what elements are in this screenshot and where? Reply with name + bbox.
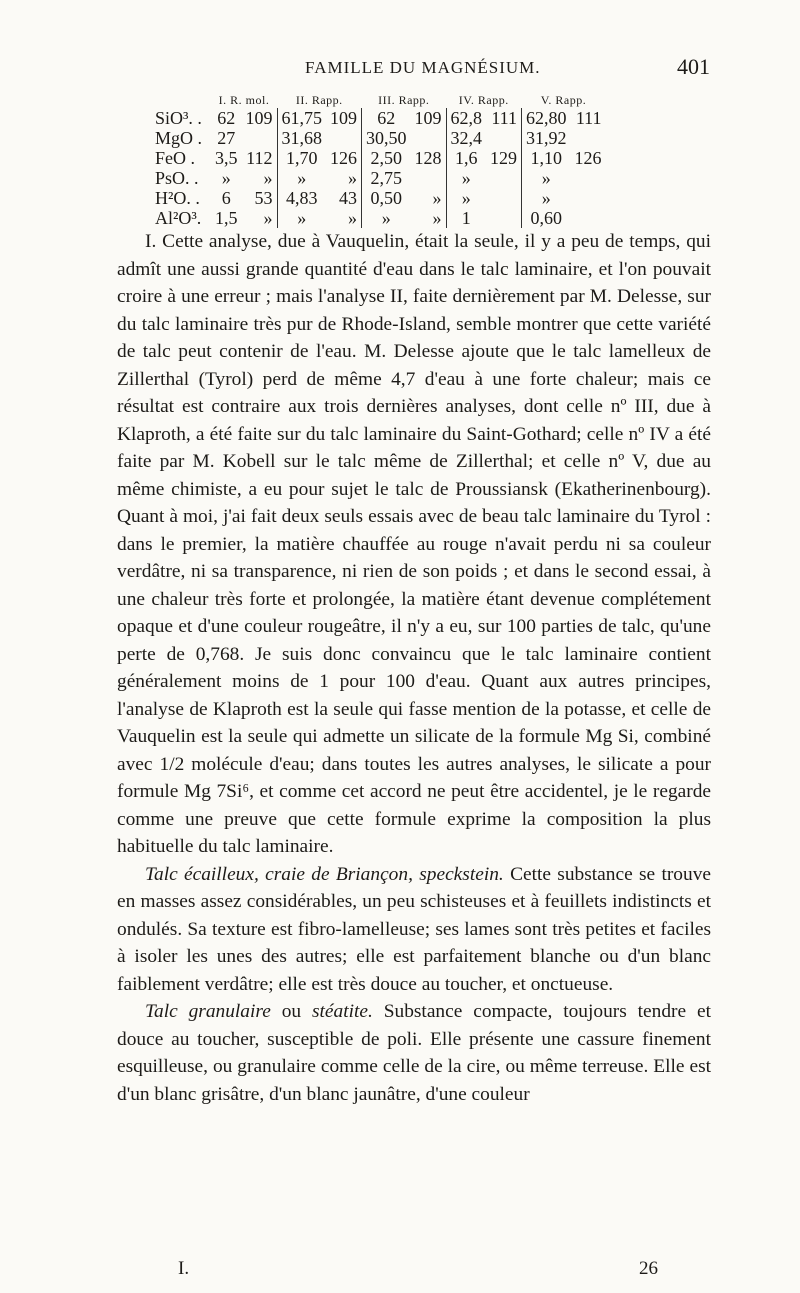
table-cell (326, 128, 362, 148)
table-cell: 31,68 (281, 128, 322, 148)
table-cell: 4,83 (286, 188, 318, 208)
table-cell: » (297, 168, 307, 188)
table-cell: 126 (326, 148, 362, 168)
table-cell: 3,5 (215, 148, 238, 168)
table-cell: 0,60 (530, 208, 562, 228)
table-cell: » (381, 208, 391, 228)
row-label: PsO. . (155, 168, 199, 188)
table-cell: 30,50 (366, 128, 407, 148)
section-lead: Talc granulaire (145, 1001, 271, 1022)
table-cell (571, 208, 606, 228)
table-cell: » (461, 188, 471, 208)
table-cell: 1,6 (455, 148, 478, 168)
table-cell: 31,92 (526, 128, 567, 148)
table-cell: 62,80 (526, 108, 567, 128)
table-cell (486, 208, 522, 228)
paragraph: Talc granulaire ou stéatite. Substance compacte, toujours tendre et douce au toucher, susceptible de poli. Elle présente une cassure finement esquilleuse, ou granulaire comme celle de la cire, ou même terreuse. Elle est d'un blanc grisâtre, d'un blanc jaunâtre, d'une couleur (117, 1001, 711, 1105)
table-cell: 43 (326, 188, 362, 208)
section-lead: stéatite. (311, 1001, 373, 1022)
table-cell: 109 (411, 108, 447, 128)
table-cell: 2,75 (370, 168, 402, 188)
table-cell: 126 (574, 148, 602, 168)
table-row (155, 168, 606, 188)
table-cell: 62 (217, 108, 236, 128)
table-cell: » (297, 208, 307, 228)
col-header: IV. Rapp. (458, 93, 509, 107)
table-cell: 109 (242, 108, 278, 128)
table-cell: 111 (486, 108, 522, 128)
table-cell: 32,4 (450, 128, 482, 148)
table-cell: 111 (575, 108, 602, 128)
table-cell: » (326, 168, 362, 188)
table-cell (571, 188, 606, 208)
table-cell (486, 128, 522, 148)
table-cell: 27 (217, 128, 236, 148)
row-label: SiO³. . (155, 108, 202, 128)
table-cell: 112 (242, 148, 278, 168)
table-cell: 2,50 (370, 148, 402, 168)
table-cell: » (461, 168, 471, 188)
row-label: MgO . (155, 128, 203, 148)
analysis-table (155, 93, 675, 228)
table-cell: 1,10 (530, 148, 562, 168)
table-cell: » (221, 168, 231, 188)
row-label: H²O. . (155, 188, 200, 208)
table-cell: » (326, 208, 362, 228)
table-cell: 129 (486, 148, 522, 168)
table-cell: 1 (461, 208, 471, 228)
table-row (155, 108, 606, 128)
page-header (120, 54, 710, 84)
paragraph: Talc écailleux, craie de Briançon, speckstein. Cette substance se trouve en masses assez considérables, un peu schisteuses et à feuillets indistincts et ondulés. Sa texture est fibro-lamelleuse; ses lames sont très petites et faciles à isoler les unes des autres; elle est parfaitement blanche ou d'un blanc faiblement verdâtre; elle est très douce au toucher, et onctueuse. (117, 863, 711, 995)
col-header: III. Rapp. (378, 93, 430, 107)
table-cell: 62,8 (450, 108, 482, 128)
table-cell (571, 128, 606, 148)
table-cell: » (541, 188, 551, 208)
table-cell: » (411, 188, 447, 208)
table-cell: 61,75 (281, 108, 322, 128)
table-cell (411, 128, 447, 148)
running-head: FAMILLE DU MAGNÉSIUM. (305, 58, 541, 77)
sheet-number: 26 (639, 1258, 658, 1279)
table-cell: » (242, 168, 278, 188)
table-row (155, 128, 606, 148)
table-cell: 53 (242, 188, 278, 208)
table-cell: 0,50 (370, 188, 402, 208)
page-number: 401 (677, 54, 710, 79)
table-cell: 62 (377, 108, 396, 128)
col-header: I. R. mol. (218, 93, 270, 107)
row-label: FeO . (155, 148, 195, 168)
table-cell: » (411, 208, 447, 228)
table-cell: 109 (326, 108, 362, 128)
table-cell (486, 188, 522, 208)
col-header: V. Rapp. (540, 93, 587, 107)
section-lead: Talc écailleux, craie de Briançon, speckstein. (145, 863, 504, 885)
table-cell: » (541, 168, 551, 188)
row-label: Al²O³. (155, 208, 202, 228)
table-cell (242, 128, 278, 148)
col-header: II. Rapp. (295, 93, 343, 107)
table-row (155, 208, 606, 228)
table-cell: 1,5 (215, 208, 238, 228)
table-header-row (155, 93, 606, 108)
body-text (117, 228, 711, 1108)
signature-mark: I. (178, 1258, 190, 1279)
table-row (155, 188, 606, 208)
table-row (155, 148, 606, 168)
table-cell: 128 (411, 148, 447, 168)
paragraph: I. Cette analyse, due à Vauquelin, était la seule, il y a peu de temps, qui admît une aussi grande quantité d'eau dans le talc laminaire, et l'on pouvait croire à une erreur ; mais l'analyse II, faite dernièrement par M. Delesse, sur du talc laminaire très pur de Rhode-Island, semble montrer que cette variété de talc peut contenir de l'eau. M. Delesse ajoute que le talc lamelleux de Zillerthal (Tyrol) perd de même 4,7 d'eau à une forte chaleur; mais ce résultat est contraire aux trois dernières analyses, dont celle nº III, due à Klaproth, a été faite sur du talc laminaire du Saint-Gothard; celle nº IV a été faite par M. Kobell sur le talc même de Zillerthal; et celle nº V, due au même chimiste, a eu pour sujet le talc de Proussiansk (Ekatherinenbourg). Quant à moi, j'ai fait deux seuls essais avec de beau talc laminaire du Tyrol : dans le premier, la matière chauffée au rouge n'avait perdu ni sa couleur verdâtre, ni sa transparence, ni rien de son poids ; et dans le second essai, à une chaleur très forte et prolongée, la matière étant devenue complétement opaque et d'une couleur rougeâtre, il n'y a eu, sur 100 parties de talc, qu'une perte de 0,768. Je suis donc convaincu que le talc laminaire contient généralement moins de 1 pour 100 d'eau. Quant aux autres principes, l'analyse de Klaproth est la seule qui fasse mention de la potasse, et celle de Vauquelin est la seule qui admette un silicate de la formule Mg Si, combiné avec 1/2 molécule d'eau; dans toutes les autres analyses, le silicate a pour formule Mg 7Si⁶, et comme cet accord ne peut être accidentel, je le regarde comme une preuve que cette formule exprime la composition la plus habituelle du talc laminaire. (117, 231, 711, 857)
table-cell: 6 (221, 188, 231, 208)
table-cell (486, 168, 522, 188)
table-cell: » (242, 208, 278, 228)
table-cell (571, 168, 606, 188)
table-cell: 1,70 (286, 148, 318, 168)
table-cell (411, 168, 447, 188)
